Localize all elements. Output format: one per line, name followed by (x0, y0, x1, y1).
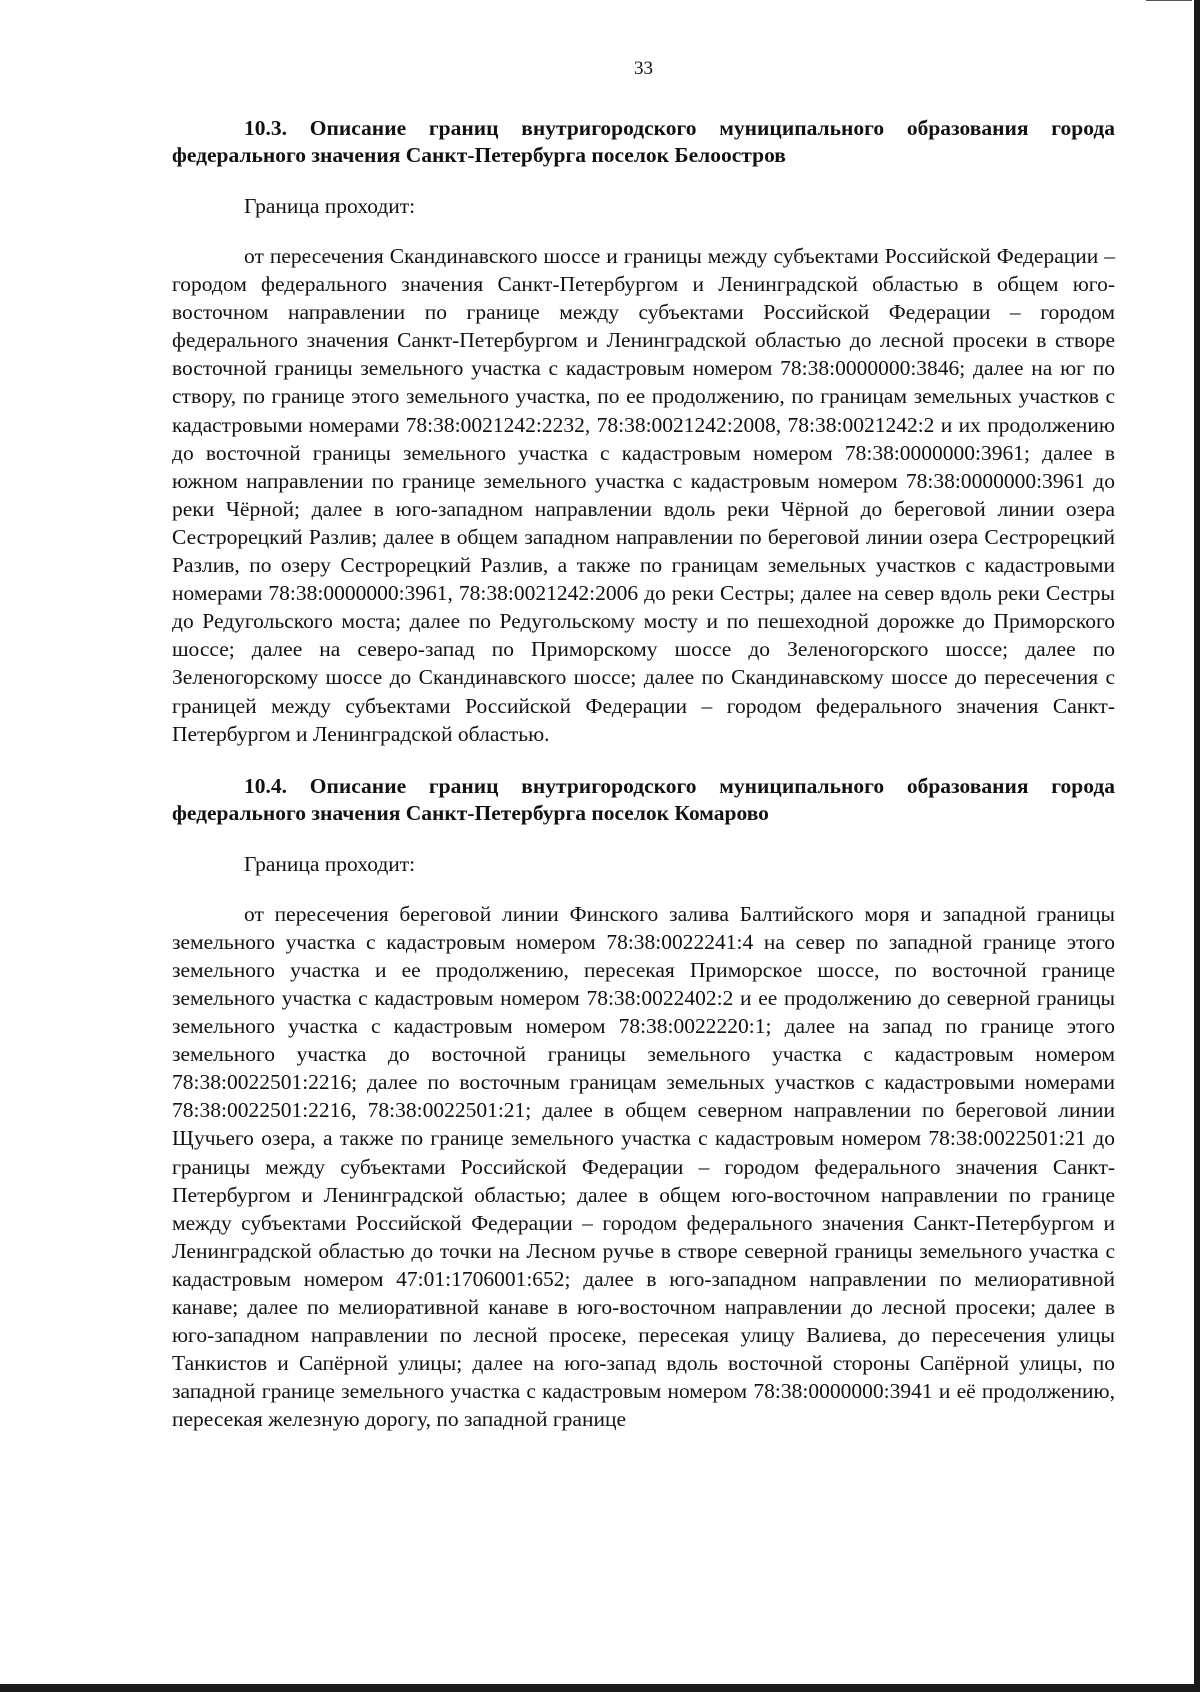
scan-edge-marks (1146, 0, 1192, 4)
section-heading: 10.4. Описание границ внутригородского муниципального образования города федерального значения Санкт-Петербурга поселок Комарово (172, 773, 1115, 825)
section-heading: 10.3. Описание границ внутригородского муниципального образования города федерального значения Санкт-Петербурга поселок Белоостров (172, 116, 1115, 167)
section-lead: Граница проходит: (244, 851, 416, 876)
page-number: 33 (634, 58, 653, 79)
section-body: от пересечения береговой линии Финского залива Балтийского моря и западной границы земельного участка с кадастровым номером 78:38:0022241:4 на север по западной границе этого земельного участка и ее продолжению, пересекая Приморское шоссе, по восточной границе земельного участка с кадастровым номером 78:38:0022402:2 и ее продолжению до северной границы земельного участка с кадастровым номером 78:38:0022220:1; далее на запад по границе этого земельного участка до восточной границы земельного участка с кадастровым номером 78:38:0022501:2216; далее по восточным границам земельных участков с кадастровыми номерами 78:38:0022501:2216, 78:38:0022501:21; далее в общем северном направлении по береговой линии Щучьего озера, а также по границе земельного участка с кадастровым номером 78:38:0022501:21 до границы между субъектами Российской Федерации – городом федерального значения Санкт-Петербургом и Ленинградской областью; далее в общем юго-восточном направлении по границе между субъектами Российской Федерации – городом федерального значения Санкт-Петербургом и Ленинградской областью до точки на Лесном ручье в створе северной границы земельного участка с кадастровым номером 47:01:1706001:652; далее в юго-западном направлении по мелиоративной канаве; далее по мелиоративной канаве в юго-восточном направлении до лесной просеки; далее в юго-западном направлении по лесной просеке, пересекая улицу Валиева, до пересечения улицы Танкистов и Сапёрной улицы; далее на юго-запад вдоль восточной стороны Сапёрной улицы, по западной границе земельного участка с кадастровым номером 78:38:0000000:3941 и её продолжению, пересекая железную дорогу, по западной границе (172, 901, 1115, 1432)
section-10-3 (172, 115, 1115, 748)
document-page (172, 58, 1115, 1433)
section-10-4 (172, 773, 1115, 1434)
scan-edge-bottom (0, 1684, 1200, 1692)
section-lead: Граница проходит: (244, 194, 416, 218)
scan-edge-right (1194, 0, 1200, 1692)
section-body: от пересечения Скандинавского шоссе и границы между субъектами Российской Федерации – городом федерального значения Санкт-Петербургом и Ленинградской областью в общем юго-восточном направлении по границе между субъектами Российской Федерации – городом федерального значения Санкт-Петербургом и Ленинградской областью до лесной просеки в створе восточной границы земельного участка с кадастровым номером 78:38:0000000:3846; далее на юг по створу, по границе этого земельного участка, по ее продолжению, по границам земельных участков с кадастровыми номерами 78:38:0021242:2232, 78:38:0021242:2008, 78:38:0021242:2 и их продолжению до восточной границы земельного участка с кадастровым номером 78:38:0000000:3961; далее в южном направлении по границе земельного участка с кадастровым номером 78:38:0000000:3961 до реки Чёрной; далее в юго-западном направлении вдоль реки Чёрной до береговой линии озера Сестрорецкий Разлив; далее в общем западном направлении по береговой линии озера Сестрорецкий Разлив, по озеру Сестрорецкий Разлив, а также по границам земельных участков с кадастровыми номерами 78:38:0000000:3961, 78:38:0021242:2006 до реки Сестры; далее на север вдоль реки Сестры до Редугольского моста; далее по Редугольскому мосту и по пешеходной дорожке до Приморского шоссе; далее на северо-запад по Приморскому шоссе до Зеленогорского шоссе; далее по Зеленогорскому шоссе до Скандинавского шоссе; далее по Скандинавскому шоссе до пересечения с границей между субъектами Российской Федерации – городом федерального значения Санкт-Петербургом и Ленинградской областью. (172, 244, 1115, 746)
